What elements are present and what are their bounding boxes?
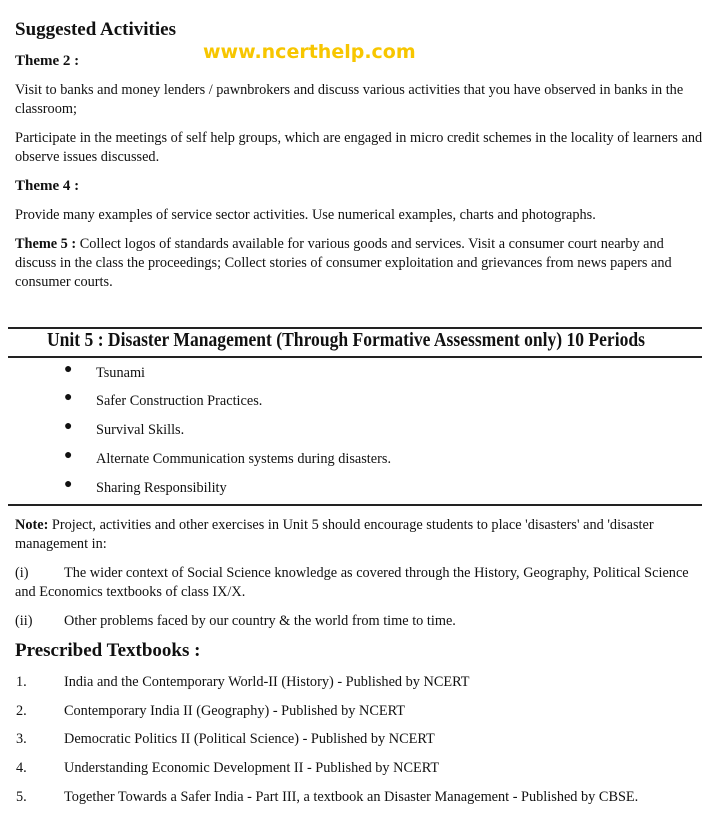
list-item: Sharing Responsibility [96, 480, 227, 496]
textbook-item: Contemporary India II (Geography) - Published by NCERT [64, 703, 406, 719]
note-item [15, 612, 705, 631]
textbook-number: 2. [16, 703, 27, 719]
textbook-item: Understanding Economic Development II - Published by NCERT [64, 760, 440, 776]
list-item: Safer Construction Practices. [96, 393, 263, 409]
bullet-icon: ● [64, 362, 73, 377]
bullet-icon: ● [64, 419, 73, 434]
unit5-heading: Unit 5 : Disaster Management (Through Formative Assessment only) 10 Periods [47, 330, 645, 351]
theme5-label: Theme 5 : [15, 236, 77, 252]
list-item: Survival Skills. [96, 422, 185, 438]
bullet-icon: ● [64, 477, 73, 492]
divider [8, 356, 702, 358]
textbook-number: 3. [16, 731, 27, 747]
textbook-item: Democratic Politics II (Political Science) - Published by NCERT [64, 731, 435, 747]
textbook-number: 1. [16, 674, 27, 690]
theme5-paragraph [15, 235, 705, 292]
watermark-link[interactable]: www.ncerthelp.com [203, 41, 416, 63]
list-item: Tsunami [96, 365, 146, 381]
theme5-text: Collect logos of standards available for various goods and services. Visit a consumer court nearby and discuss in the class the proceedings; Collect stories of consumer exploitation and grievances from news papers and consumer courts. [15, 236, 672, 290]
note-text: Project, activities and other exercises in Unit 5 should encourage students to place 'disasters' and 'disaster management in: [15, 517, 654, 552]
theme2-paragraph-2: Participate in the meetings of self help groups, which are engaged in micro credit schemes in the locality of learners and observe issues discussed. [15, 130, 703, 165]
note-item-number: (ii) [15, 613, 33, 629]
theme4-paragraph: Provide many examples of service sector activities. Use numerical examples, charts and photographs. [15, 207, 596, 223]
note-item-number: (i) [15, 565, 29, 581]
suggested-activities-heading: Suggested Activities [15, 19, 176, 40]
theme4-label: Theme 4 : [15, 178, 80, 194]
theme2-paragraph-1: Visit to banks and money lenders / pawnbrokers and discuss various activities that you have observed in banks in the classroom; [15, 82, 684, 117]
divider [8, 327, 702, 329]
textbook-item: India and the Contemporary World-II (History) - Published by NCERT [64, 674, 470, 690]
note-label: Note: [15, 517, 49, 533]
note-paragraph [15, 516, 705, 554]
note-item-text: Other problems faced by our country & the world from time to time. [64, 613, 456, 629]
textbook-number: 5. [16, 789, 27, 805]
textbook-number: 4. [16, 760, 27, 776]
bullet-icon: ● [64, 448, 73, 463]
note-item-text: The wider context of Social Science knowledge as covered through the History, Geography, Political Science and Economics textbooks of class IX/X. [15, 565, 689, 600]
note-item [15, 564, 705, 602]
textbook-item: Together Towards a Safer India - Part III, a textbook an Disaster Management - Published by CBSE. [64, 789, 639, 805]
divider [8, 504, 702, 506]
theme2-label: Theme 2 : [15, 53, 80, 69]
list-item: Alternate Communication systems during disasters. [96, 451, 392, 467]
prescribed-textbooks-heading: Prescribed Textbooks : [15, 640, 201, 661]
bullet-icon: ● [64, 390, 73, 405]
